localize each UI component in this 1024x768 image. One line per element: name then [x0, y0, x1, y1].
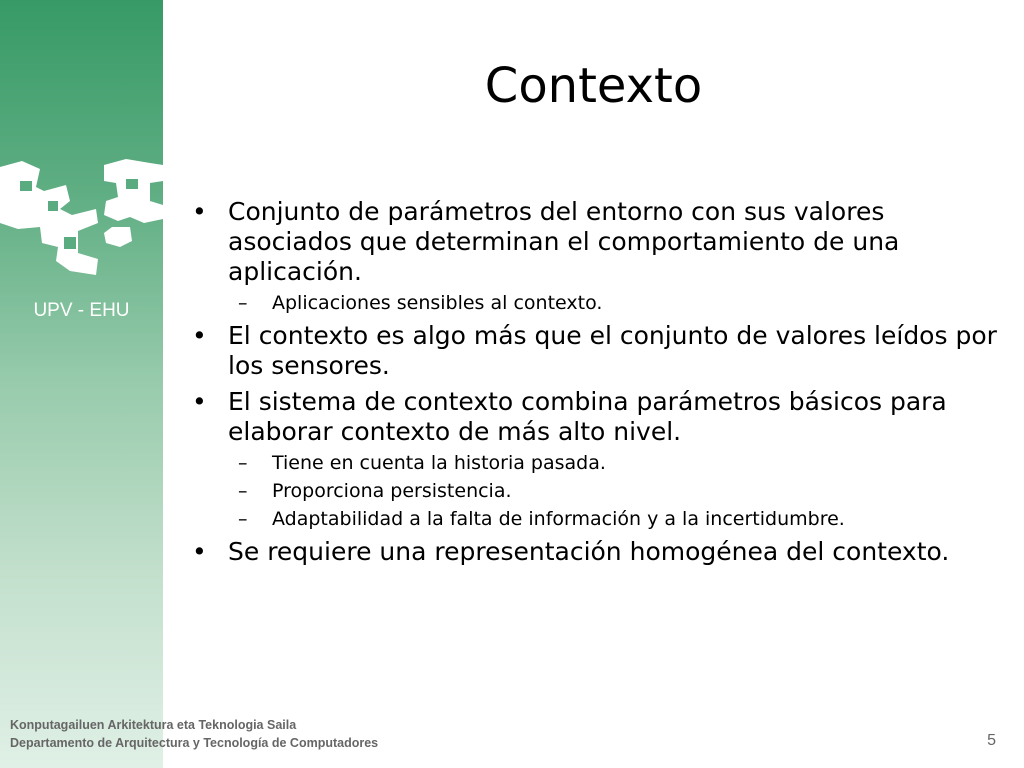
bullet-glyph: •: [192, 197, 207, 226]
sub-bullet-item: [190, 451, 1010, 475]
dash-glyph: –: [238, 480, 248, 502]
sub-bullet-text: Tiene en cuenta la historia pasada.: [272, 452, 606, 474]
sub-bullet-text: Adaptabilidad a la falta de información y a la incertidumbre.: [272, 508, 845, 530]
slide-title: Contexto: [484, 58, 703, 114]
sub-bullet-item: [190, 291, 1010, 315]
dash-glyph: –: [238, 452, 248, 474]
dash-glyph: –: [238, 292, 248, 314]
sub-bullet-text: Proporciona persistencia.: [272, 480, 512, 502]
bullet-list: [190, 197, 1010, 573]
bullet-glyph: •: [192, 387, 207, 416]
sub-bullet-text: Aplicaciones sensibles al contexto.: [272, 292, 603, 314]
bullet-text: El contexto es algo más que el conjunto de valores leídos por los sensores.: [228, 321, 997, 380]
footer-line-spanish: Departamento de Arquitectura y Tecnología de Computadores: [10, 736, 379, 750]
sub-bullet-item: [190, 507, 1010, 531]
footer-line-basque: Konputagailuen Arkitektura eta Teknologia Saila: [10, 718, 297, 732]
bullet-item: [190, 537, 1010, 567]
sub-bullet-item: [190, 479, 1010, 503]
bullet-glyph: •: [192, 321, 207, 350]
bullet-glyph: •: [192, 537, 207, 566]
bullet-item: [190, 387, 1010, 447]
sidebar-band: [0, 0, 163, 768]
bullet-item: [190, 197, 1010, 287]
bullet-item: [190, 321, 1010, 381]
organization-label: UPV - EHU: [33, 300, 130, 321]
dash-glyph: –: [238, 508, 248, 530]
page-number: 5: [987, 732, 996, 749]
bullet-text: Se requiere una representación homogénea del contexto.: [228, 537, 950, 566]
upv-ehu-logo-icon: [0, 157, 163, 277]
bullet-text: Conjunto de parámetros del entorno con sus valores asociados que determinan el comportamiento de una aplicación.: [228, 197, 900, 286]
bullet-text: El sistema de contexto combina parámetros básicos para elaborar contexto de más alto nivel.: [228, 387, 947, 446]
footer: [10, 716, 378, 752]
